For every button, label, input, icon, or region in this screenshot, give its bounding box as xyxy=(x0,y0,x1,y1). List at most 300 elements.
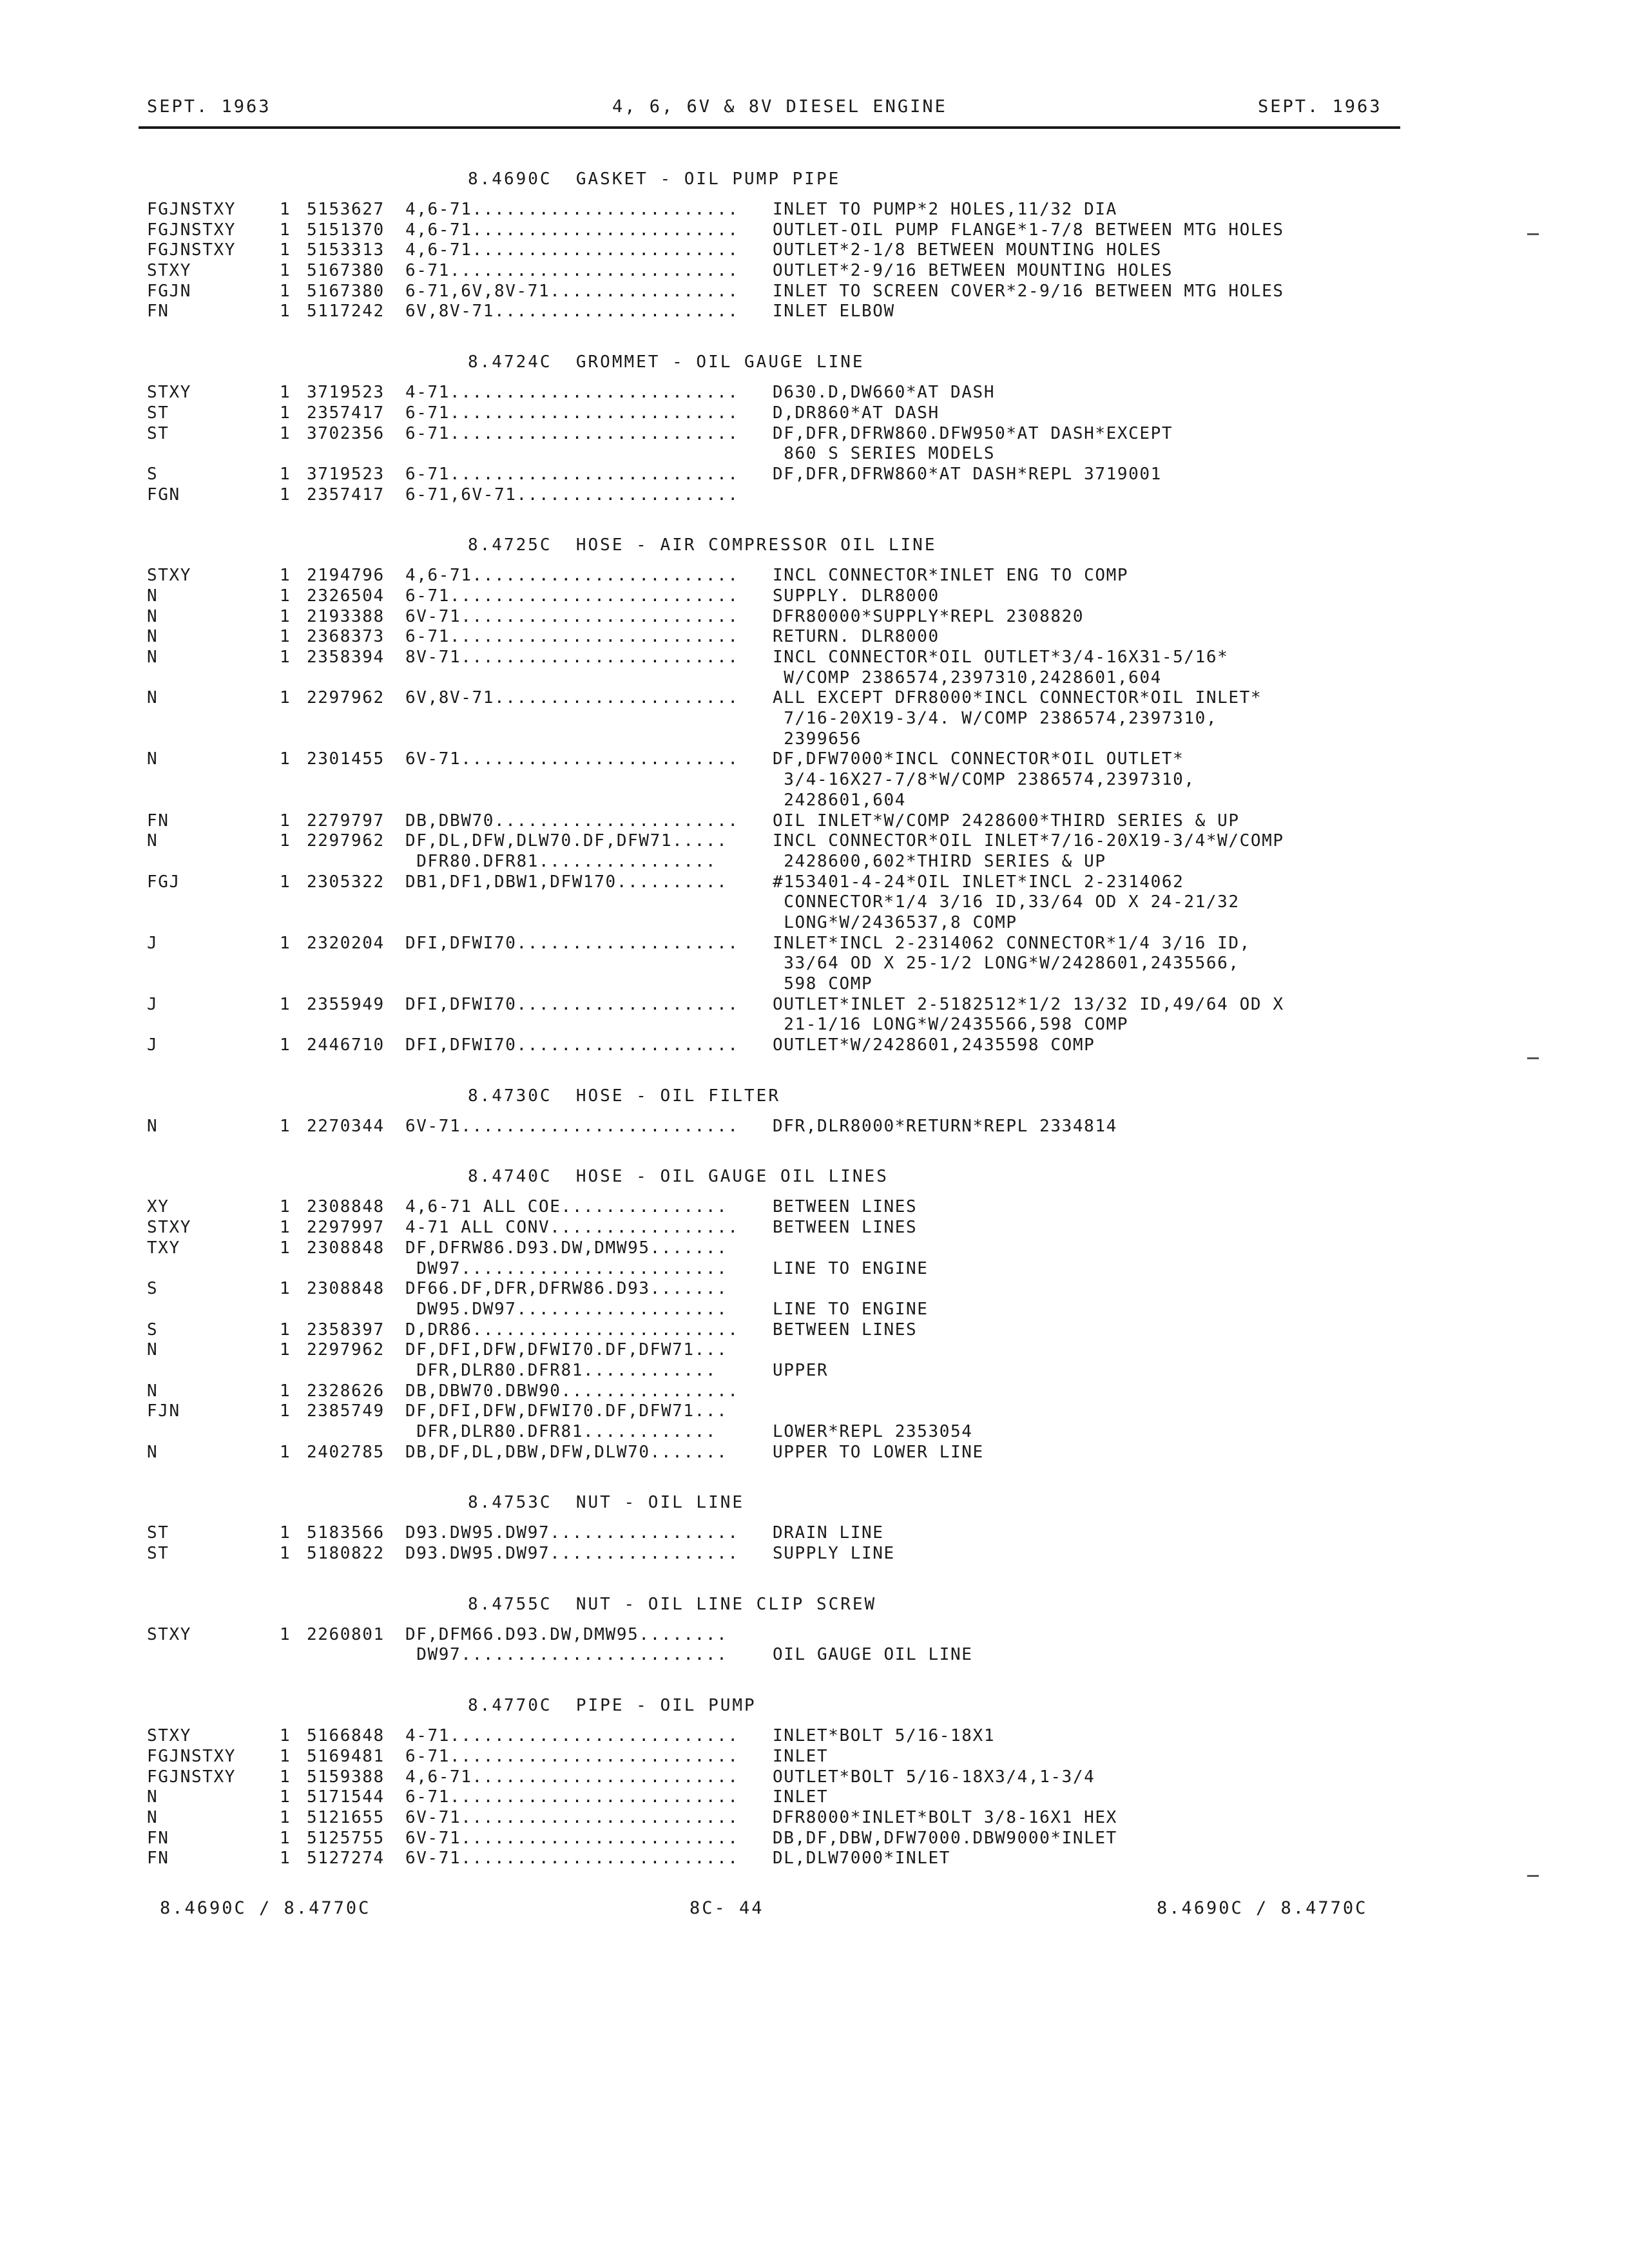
part-row xyxy=(147,1443,1436,1463)
part-number: 2328626 xyxy=(307,1381,385,1401)
application: 6V-71......................... xyxy=(405,606,739,626)
part-number: 3719523 xyxy=(307,383,385,403)
quantity: 1 xyxy=(280,566,291,586)
model-codes: FGJNSTXY xyxy=(147,1746,236,1766)
part-row xyxy=(147,954,1436,974)
description: DF,DFR,DFRW860*AT DASH*REPL 3719001 xyxy=(773,464,1162,484)
quantity: 1 xyxy=(280,749,291,769)
application: DFR,DLR80.DFR81............ xyxy=(405,1360,717,1380)
parts-section xyxy=(147,1685,1436,1869)
parts-list xyxy=(147,159,1436,1869)
application: 6-71.......................... xyxy=(405,261,739,281)
application: DF,DFRW86.D93.DW,DMW95....... xyxy=(405,1238,728,1258)
part-number: 5183566 xyxy=(307,1523,385,1543)
section-title: 8.4770C PIPE - OIL PUMP xyxy=(468,1696,757,1716)
part-number: 5167380 xyxy=(307,281,385,301)
application: DB,DBW70.DBW90................ xyxy=(405,1381,739,1401)
description: CONNECTOR*1/4 3/16 ID,33/64 OD X 24-21/32 xyxy=(773,892,1240,912)
quantity: 1 xyxy=(280,1279,291,1299)
margin-mark xyxy=(1527,1875,1539,1877)
model-codes: FGJ xyxy=(147,872,180,892)
model-codes: J xyxy=(147,933,159,953)
description: UPPER TO LOWER LINE xyxy=(773,1442,984,1462)
part-number: 2308848 xyxy=(307,1197,385,1217)
application: 4,6-71........................ xyxy=(405,566,739,586)
parts-section xyxy=(147,524,1436,1075)
description: OUTLET-OIL PUMP FLANGE*1-7/8 BETWEEN MTG HOLES xyxy=(773,220,1284,240)
part-number: 2305322 xyxy=(307,872,385,892)
part-row xyxy=(147,1401,1436,1422)
quantity: 1 xyxy=(280,1238,291,1258)
description: 7/16-20X19-3/4. W/COMP 2386574,2397310, xyxy=(773,709,1218,729)
part-number: 2357417 xyxy=(307,485,385,505)
quantity: 1 xyxy=(280,627,291,647)
description: SUPPLY LINE xyxy=(773,1544,895,1564)
application: D,DR86........................ xyxy=(405,1320,739,1340)
model-codes: STXY xyxy=(147,383,192,403)
section-gap xyxy=(147,1137,1436,1156)
part-row xyxy=(147,465,1436,485)
description: OIL GAUGE OIL LINE xyxy=(773,1645,973,1665)
quantity: 1 xyxy=(280,1726,291,1746)
application: 6-71.......................... xyxy=(405,403,739,423)
quantity: 1 xyxy=(280,1624,291,1644)
quantity: 1 xyxy=(280,464,291,484)
model-codes: N xyxy=(147,648,159,667)
part-number: 2355949 xyxy=(307,994,385,1014)
part-number: 2297962 xyxy=(307,831,385,851)
part-number: 2270344 xyxy=(307,1116,385,1136)
part-row xyxy=(147,1849,1436,1869)
part-number: 2308848 xyxy=(307,1238,385,1258)
application: 6-71,6V,8V-71................. xyxy=(405,281,739,301)
part-row xyxy=(147,709,1436,729)
application: 6-71.......................... xyxy=(405,1746,739,1766)
part-number: 3702356 xyxy=(307,423,385,443)
part-row xyxy=(147,383,1436,403)
description: 598 COMP xyxy=(773,974,873,994)
part-row xyxy=(147,282,1436,302)
application: 6V-71......................... xyxy=(405,749,739,769)
part-row xyxy=(147,1279,1436,1300)
part-row xyxy=(147,607,1436,628)
application: DFR80.DFR81................ xyxy=(405,851,717,871)
model-codes: FN xyxy=(147,1828,169,1848)
description: 2428600,602*THIRD SERIES & UP xyxy=(773,851,1106,871)
part-row xyxy=(147,1544,1436,1564)
margin-mark xyxy=(1527,233,1539,235)
parts-section xyxy=(147,341,1436,524)
quantity: 1 xyxy=(280,423,291,443)
part-row xyxy=(147,1381,1436,1402)
model-codes: FGJNSTXY xyxy=(147,1767,236,1787)
model-codes: N xyxy=(147,1442,159,1462)
application: 6V-71......................... xyxy=(405,1116,739,1136)
part-row xyxy=(147,1300,1436,1320)
description: OUTLET*W/2428601,2435598 COMP xyxy=(773,1035,1095,1055)
quantity: 1 xyxy=(280,1767,291,1787)
application: 6V-71......................... xyxy=(405,1849,739,1869)
section-title: 8.4755C NUT - OIL LINE CLIP SCREW xyxy=(468,1594,877,1614)
application: 6-71.......................... xyxy=(405,464,739,484)
part-number: 2301455 xyxy=(307,749,385,769)
application: 6V-71......................... xyxy=(405,1828,739,1848)
model-codes: FN xyxy=(147,1849,169,1869)
description: INCL CONNECTOR*OIL OUTLET*3/4-16X31-5/16* xyxy=(773,648,1229,667)
section-title: 8.4690C GASKET - OIL PUMP PIPE xyxy=(468,169,841,189)
application: 6-71,6V-71.................... xyxy=(405,485,739,505)
section-gap xyxy=(147,1056,1436,1075)
application: DW97........................ xyxy=(405,1258,728,1278)
application: 6V,8V-71...................... xyxy=(405,688,739,708)
model-codes: N xyxy=(147,831,159,851)
quantity: 1 xyxy=(280,1197,291,1217)
application: DW95.DW97................... xyxy=(405,1299,728,1319)
part-row xyxy=(147,1523,1436,1544)
part-number: 5125755 xyxy=(307,1828,385,1848)
description: D,DR860*AT DASH xyxy=(773,403,940,423)
model-codes: N xyxy=(147,1381,159,1401)
section-gap xyxy=(147,1666,1436,1685)
description: 33/64 OD X 25-1/2 LONG*W/2428601,2435566, xyxy=(773,954,1240,974)
part-number: 5171544 xyxy=(307,1787,385,1807)
part-number: 5153313 xyxy=(307,240,385,260)
part-row xyxy=(147,668,1436,689)
application: D93.DW95.DW97................. xyxy=(405,1544,739,1564)
quantity: 1 xyxy=(280,831,291,851)
section-gap xyxy=(147,505,1436,524)
model-codes: ST xyxy=(147,403,169,423)
description: 860 S SERIES MODELS xyxy=(773,444,996,464)
header-rule xyxy=(139,126,1400,129)
application: DF,DL,DFW,DLW70.DF,DFW71..... xyxy=(405,831,728,851)
quantity: 1 xyxy=(280,606,291,626)
application: 8V-71......................... xyxy=(405,648,739,667)
part-number: 5167380 xyxy=(307,261,385,281)
part-row xyxy=(147,770,1436,791)
description: BETWEEN LINES xyxy=(773,1197,918,1217)
description: INCL CONNECTOR*OIL INLET*7/16-20X19-3/4*W/COMP xyxy=(773,831,1284,851)
quantity: 1 xyxy=(280,1340,291,1360)
quantity: 1 xyxy=(280,1523,291,1543)
part-row xyxy=(147,872,1436,893)
part-row xyxy=(147,1787,1436,1808)
application: 4,6-71........................ xyxy=(405,220,739,240)
model-codes: N xyxy=(147,606,159,626)
description: INLET ELBOW xyxy=(773,302,895,322)
description: INLET xyxy=(773,1746,829,1766)
part-row xyxy=(147,220,1436,241)
quantity: 1 xyxy=(280,1849,291,1869)
description: INLET*BOLT 5/16-18X1 xyxy=(773,1726,996,1746)
model-codes: J xyxy=(147,994,159,1014)
model-codes: J xyxy=(147,1035,159,1055)
quantity: 1 xyxy=(280,1787,291,1807)
application: 4,6-71........................ xyxy=(405,1767,739,1787)
quantity: 1 xyxy=(280,1746,291,1766)
application: 6-71.......................... xyxy=(405,627,739,647)
part-number: 2193388 xyxy=(307,606,385,626)
description: 2428601,604 xyxy=(773,790,907,810)
model-codes: FN xyxy=(147,811,169,831)
parts-section xyxy=(147,1482,1436,1583)
application: 4-71.......................... xyxy=(405,383,739,403)
part-row xyxy=(147,913,1436,934)
part-row xyxy=(147,261,1436,282)
part-number: 5153627 xyxy=(307,200,385,219)
model-codes: ST xyxy=(147,1523,169,1543)
application: DB,DF,DL,DBW,DFW,DLW70....... xyxy=(405,1442,728,1462)
quantity: 1 xyxy=(280,648,291,667)
application: 4,6-71 ALL COE............... xyxy=(405,1197,728,1217)
model-codes: S xyxy=(147,1279,159,1299)
model-codes: N xyxy=(147,688,159,708)
quantity: 1 xyxy=(280,403,291,423)
description: D630.D,DW660*AT DASH xyxy=(773,383,996,403)
part-row xyxy=(147,688,1436,709)
section-title: 8.4730C HOSE - OIL FILTER xyxy=(468,1086,780,1106)
part-row xyxy=(147,811,1436,832)
description: OUTLET*BOLT 5/16-18X3/4,1-3/4 xyxy=(773,1767,1095,1787)
part-row xyxy=(147,831,1436,852)
model-codes: N xyxy=(147,749,159,769)
part-number: 5151370 xyxy=(307,220,385,240)
section-gap xyxy=(147,1463,1436,1482)
part-number: 2297962 xyxy=(307,688,385,708)
application: 4-71.......................... xyxy=(405,1726,739,1746)
description: LONG*W/2436537,8 COMP xyxy=(773,912,1017,932)
description: DFR80000*SUPPLY*REPL 2308820 xyxy=(773,606,1084,626)
description: DF,DFR,DFRW860.DFW950*AT DASH*EXCEPT xyxy=(773,423,1173,443)
part-number: 2297997 xyxy=(307,1218,385,1238)
description: INLET TO PUMP*2 HOLES,11/32 DIA xyxy=(773,200,1117,219)
application: DF,DFI,DFW,DFWI70.DF,DFW71... xyxy=(405,1401,728,1421)
model-codes: N xyxy=(147,1116,159,1136)
part-number: 5169481 xyxy=(307,1746,385,1766)
quantity: 1 xyxy=(280,1442,291,1462)
description: RETURN. DLR8000 xyxy=(773,627,940,647)
model-codes: FGJNSTXY xyxy=(147,220,236,240)
quantity: 1 xyxy=(280,1035,291,1055)
quantity: 1 xyxy=(280,240,291,260)
quantity: 1 xyxy=(280,220,291,240)
section-title: 8.4740C HOSE - OIL GAUGE OIL LINES xyxy=(468,1167,889,1187)
description: LOWER*REPL 2353054 xyxy=(773,1422,973,1441)
section-title: 8.4724C GROMMET - OIL GAUGE LINE xyxy=(468,352,865,372)
model-codes: FGJNSTXY xyxy=(147,200,236,219)
part-number: 2308848 xyxy=(307,1279,385,1299)
application: 4,6-71........................ xyxy=(405,200,739,219)
model-codes: STXY xyxy=(147,566,192,586)
description: DL,DLW7000*INLET xyxy=(773,1849,951,1869)
description: OUTLET*2-9/16 BETWEEN MOUNTING HOLES xyxy=(773,261,1173,281)
part-row xyxy=(147,934,1436,954)
application: 6-71.......................... xyxy=(405,1787,739,1807)
part-row xyxy=(147,586,1436,607)
part-row xyxy=(147,1197,1436,1218)
part-row xyxy=(147,627,1436,648)
part-row xyxy=(147,444,1436,465)
model-codes: STXY xyxy=(147,1218,192,1238)
part-row xyxy=(147,1726,1436,1747)
description: 21-1/16 LONG*W/2435566,598 COMP xyxy=(773,1015,1129,1035)
description: OIL INLET*W/COMP 2428600*THIRD SERIES & UP xyxy=(773,811,1240,831)
quantity: 1 xyxy=(280,872,291,892)
quantity: 1 xyxy=(280,1828,291,1848)
part-row xyxy=(147,1320,1436,1341)
quantity: 1 xyxy=(280,485,291,505)
application: DFR,DLR80.DFR81............ xyxy=(405,1422,717,1441)
part-row xyxy=(147,1117,1436,1137)
application: D93.DW95.DW97................. xyxy=(405,1523,739,1543)
description: #153401-4-24*OIL INLET*INCL 2-2314062 xyxy=(773,872,1184,892)
header-date-right: SEPT. 1963 xyxy=(1258,97,1382,117)
part-row xyxy=(147,1361,1436,1381)
application: 6-71.......................... xyxy=(405,586,739,606)
part-row xyxy=(147,1747,1436,1767)
description: 3/4-16X27-7/8*W/COMP 2386574,2397310, xyxy=(773,770,1195,790)
description: OUTLET*2-1/8 BETWEEN MOUNTING HOLES xyxy=(773,240,1162,260)
quantity: 1 xyxy=(280,811,291,831)
quantity: 1 xyxy=(280,586,291,606)
part-number: 2260801 xyxy=(307,1624,385,1644)
model-codes: S xyxy=(147,1320,159,1340)
parts-section xyxy=(147,159,1436,341)
model-codes: S xyxy=(147,464,159,484)
quantity: 1 xyxy=(280,1116,291,1136)
part-row xyxy=(147,240,1436,261)
part-row xyxy=(147,791,1436,811)
model-codes: FGJNSTXY xyxy=(147,240,236,260)
part-number: 2358397 xyxy=(307,1320,385,1340)
application: DFI,DFWI70.................... xyxy=(405,933,739,953)
application: DFI,DFWI70.................... xyxy=(405,994,739,1014)
description: INLET*INCL 2-2314062 CONNECTOR*1/4 3/16 ID, xyxy=(773,933,1251,953)
quantity: 1 xyxy=(280,383,291,403)
description: LINE TO ENGINE xyxy=(773,1258,929,1278)
model-codes: XY xyxy=(147,1197,169,1217)
part-row xyxy=(147,424,1436,445)
quantity: 1 xyxy=(280,1544,291,1564)
part-number: 2385749 xyxy=(307,1401,385,1421)
application: DFI,DFWI70.................... xyxy=(405,1035,739,1055)
model-codes: FGJN xyxy=(147,281,192,301)
description: DRAIN LINE xyxy=(773,1523,884,1543)
part-number: 5159388 xyxy=(307,1767,385,1787)
part-number: 2357417 xyxy=(307,403,385,423)
part-number: 2446710 xyxy=(307,1035,385,1055)
model-codes: N xyxy=(147,1340,159,1360)
quantity: 1 xyxy=(280,933,291,953)
model-codes: STXY xyxy=(147,261,192,281)
model-codes: TXY xyxy=(147,1238,180,1258)
part-row xyxy=(147,200,1436,220)
section-gap xyxy=(147,1564,1436,1584)
footer-page-number: 8C- 44 xyxy=(689,1898,764,1918)
part-row xyxy=(147,852,1436,872)
quantity: 1 xyxy=(280,1218,291,1238)
description: BETWEEN LINES xyxy=(773,1218,918,1238)
part-number: 2194796 xyxy=(307,566,385,586)
part-number: 2368373 xyxy=(307,627,385,647)
application: DW97........................ xyxy=(405,1645,728,1665)
part-number: 3719523 xyxy=(307,464,385,484)
application: DB1,DF1,DBW1,DFW170.......... xyxy=(405,872,728,892)
footer-range-right: 8.4690C / 8.4770C xyxy=(1157,1898,1368,1918)
header-date-left: SEPT. 1963 xyxy=(147,97,271,117)
part-row xyxy=(147,1218,1436,1238)
description: INCL CONNECTOR*INLET ENG TO COMP xyxy=(773,566,1129,586)
part-row xyxy=(147,974,1436,995)
quantity: 1 xyxy=(280,1320,291,1340)
application: 6-71.......................... xyxy=(405,423,739,443)
quantity: 1 xyxy=(280,261,291,281)
model-codes: STXY xyxy=(147,1624,192,1644)
part-row xyxy=(147,566,1436,586)
parts-section xyxy=(147,1075,1436,1157)
model-codes: N xyxy=(147,1787,159,1807)
application: DF,DFM66.D93.DW,DMW95........ xyxy=(405,1624,728,1644)
model-codes: N xyxy=(147,586,159,606)
description: SUPPLY. DLR8000 xyxy=(773,586,940,606)
quantity: 1 xyxy=(280,688,291,708)
application: 4-71 ALL CONV................. xyxy=(405,1218,739,1238)
section-gap xyxy=(147,322,1436,341)
part-row xyxy=(147,1829,1436,1849)
model-codes: FGN xyxy=(147,485,180,505)
parts-section xyxy=(147,1584,1436,1685)
margin-mark xyxy=(1527,1057,1539,1059)
part-number: 5127274 xyxy=(307,1849,385,1869)
quantity: 1 xyxy=(280,1401,291,1421)
quantity: 1 xyxy=(280,1381,291,1401)
model-codes: ST xyxy=(147,1544,169,1564)
model-codes: N xyxy=(147,1807,159,1827)
part-row xyxy=(147,1422,1436,1443)
part-row xyxy=(147,892,1436,913)
model-codes: ST xyxy=(147,423,169,443)
description: ALL EXCEPT DFR8000*INCL CONNECTOR*OIL INLET* xyxy=(773,688,1262,708)
section-title: 8.4753C NUT - OIL LINE xyxy=(468,1493,745,1513)
description: INLET TO SCREEN COVER*2-9/16 BETWEEN MTG HOLES xyxy=(773,281,1284,301)
part-row xyxy=(147,1767,1436,1788)
quantity: 1 xyxy=(280,1807,291,1827)
model-codes: FN xyxy=(147,302,169,322)
part-number: 5117242 xyxy=(307,302,385,322)
part-row xyxy=(147,1259,1436,1280)
section-title: 8.4725C HOSE - AIR COMPRESSOR OIL LINE xyxy=(468,535,937,555)
part-number: 5180822 xyxy=(307,1544,385,1564)
description: LINE TO ENGINE xyxy=(773,1299,929,1319)
part-row xyxy=(147,1808,1436,1829)
description: W/COMP 2386574,2397310,2428601,604 xyxy=(773,668,1162,687)
part-number: 2297962 xyxy=(307,1340,385,1360)
part-row xyxy=(147,485,1436,506)
part-number: 2358394 xyxy=(307,648,385,667)
part-number: 2402785 xyxy=(307,1442,385,1462)
quantity: 1 xyxy=(280,200,291,219)
part-row xyxy=(147,1645,1436,1666)
part-row xyxy=(147,403,1436,424)
application: 6V-71......................... xyxy=(405,1807,739,1827)
description: OUTLET*INLET 2-5182512*1/2 13/32 ID,49/64 OD X xyxy=(773,994,1284,1014)
part-row xyxy=(147,729,1436,750)
part-row xyxy=(147,1238,1436,1259)
description: DB,DF,DBW,DFW7000.DBW9000*INLET xyxy=(773,1828,1117,1848)
model-codes: N xyxy=(147,627,159,647)
model-codes: FJN xyxy=(147,1401,180,1421)
header-title: 4, 6, 6V & 8V DIESEL ENGINE xyxy=(612,97,947,117)
